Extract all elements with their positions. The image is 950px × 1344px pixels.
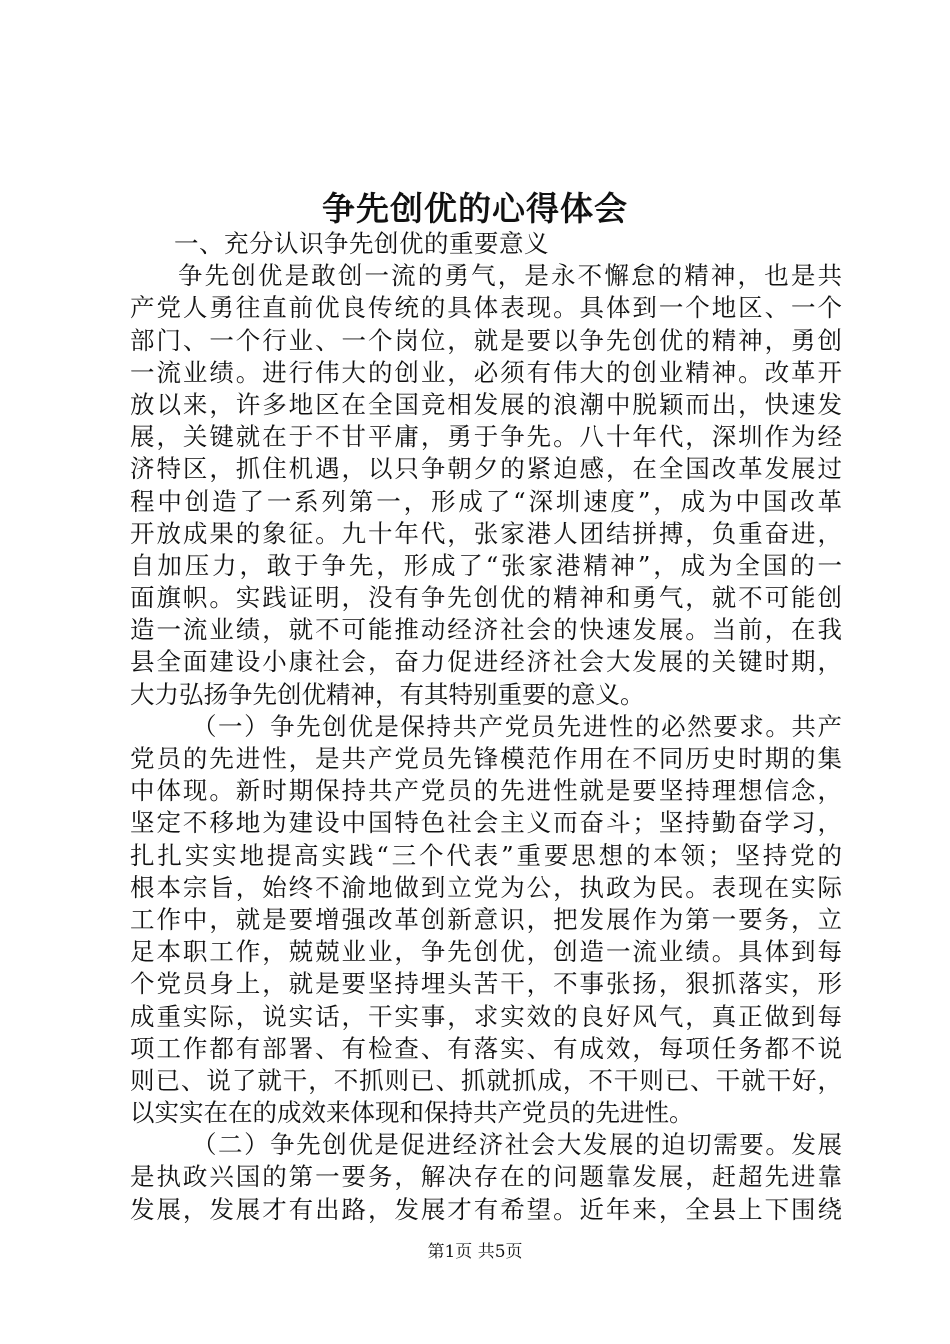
paragraph-line: 一流业绩。进行伟大的创业，必须有伟大的创业精神。改革开 [130, 357, 842, 387]
paragraph-line: 县全面建设小康社会，奋力促进经济社会大发展的关键时期， [130, 647, 842, 677]
paragraph-line: 项工作都有部署、有检查、有落实、有成效，每项任务都不说 [130, 1033, 842, 1063]
paragraph-line: 面旗帜。实践证明，没有争先创优的精神和勇气，就不可能创 [130, 583, 842, 613]
paragraph-1 [130, 260, 842, 711]
paragraph-line: 产党人勇往直前优良传统的具体表现。具体到一个地区、一个 [130, 293, 842, 323]
paragraph-line: 中体现。新时期保持共产党员的先进性就是要坚持理想信念， [130, 776, 842, 806]
paragraph-3 [130, 1129, 842, 1226]
paragraph-line: 造一流业绩，就不可能推动经济社会的快速发展。当前，在我 [130, 615, 842, 645]
paragraph-line: 争先创优是敢创一流的勇气，是永不懈怠的精神，也是共 [178, 261, 842, 291]
paragraph-line: 个党员身上，就是要坚持埋头苦干，不事张扬，狠抓落实，形 [130, 969, 842, 999]
paragraph-line: 以实实在在的成效来体现和保持共产党员的先进性。 [130, 1098, 694, 1128]
page-number: 第1页 共5页 [427, 1242, 523, 1262]
paragraph-line: 成重实际，说实话，干实事，求实效的良好风气，真正做到每 [130, 1001, 842, 1031]
document-body [130, 228, 842, 1226]
paragraph-line: 则已、说了就干，不抓则已、抓就抓成，不干则已、干就干好， [130, 1065, 842, 1095]
paragraph-line: 开放成果的象征。九十年代，张家港人团结拼搏，负重奋进， [130, 518, 842, 548]
paragraph-line: 足本职工作，兢兢业业，争先创优，创造一流业绩。具体到每 [130, 937, 842, 967]
paragraph-line: 大力弘扬争先创优精神，有其特别重要的意义。 [130, 679, 645, 709]
paragraph-line: 部门、一个行业、一个岗位，就是要以争先创优的精神，勇创 [130, 325, 842, 355]
paragraph-line: 展，关键就在于不甘平庸，勇于争先。八十年代，深圳作为经 [130, 422, 842, 452]
paragraph-line: 济特区，抓住机遇，以只争朝夕的紧迫感，在全国改革发展过 [130, 454, 842, 484]
paragraph-line: 坚定不移地为建设中国特色社会主义而奋斗；坚持勤奋学习， [130, 808, 842, 838]
paragraph-line: 程中创造了一系列第一，形成了“深圳速度”，成为中国改革 [130, 486, 842, 516]
section-heading: 一、充分认识争先创优的重要意义 [174, 229, 549, 258]
paragraph-line: 扎扎实实地提高实践“三个代表”重要思想的本领；坚持党的 [130, 840, 842, 870]
document-title: 争先创优的心得体会 [322, 189, 628, 228]
paragraph-line: （一）争先创优是保持共产党员先进性的必然要求。共产 [192, 711, 842, 741]
paragraph-line: 工作中，就是要增强改革创新意识，把发展作为第一要务，立 [130, 904, 842, 934]
paragraph-line: 根本宗旨，始终不渝地做到立党为公，执政为民。表现在实际 [130, 872, 842, 902]
paragraph-line: （二）争先创优是促进经济社会大发展的迫切需要。发展 [192, 1130, 842, 1160]
paragraph-line: 放以来，许多地区在全国竞相发展的浪潮中脱颖而出，快速发 [130, 389, 842, 419]
paragraph-line: 是执政兴国的第一要务，解决存在的问题靠发展，赶超先进靠 [130, 1162, 842, 1192]
paragraph-line: 发展，发展才有出路，发展才有希望。近年来，全县上下围绕 [130, 1194, 842, 1224]
paragraph-line: 自加压力，敢于争先，形成了“张家港精神”，成为全国的一 [130, 550, 842, 580]
paragraph-2 [130, 711, 842, 1129]
paragraph-line: 党员的先进性，是共产党员先锋模范作用在不同历史时期的集 [130, 744, 842, 773]
